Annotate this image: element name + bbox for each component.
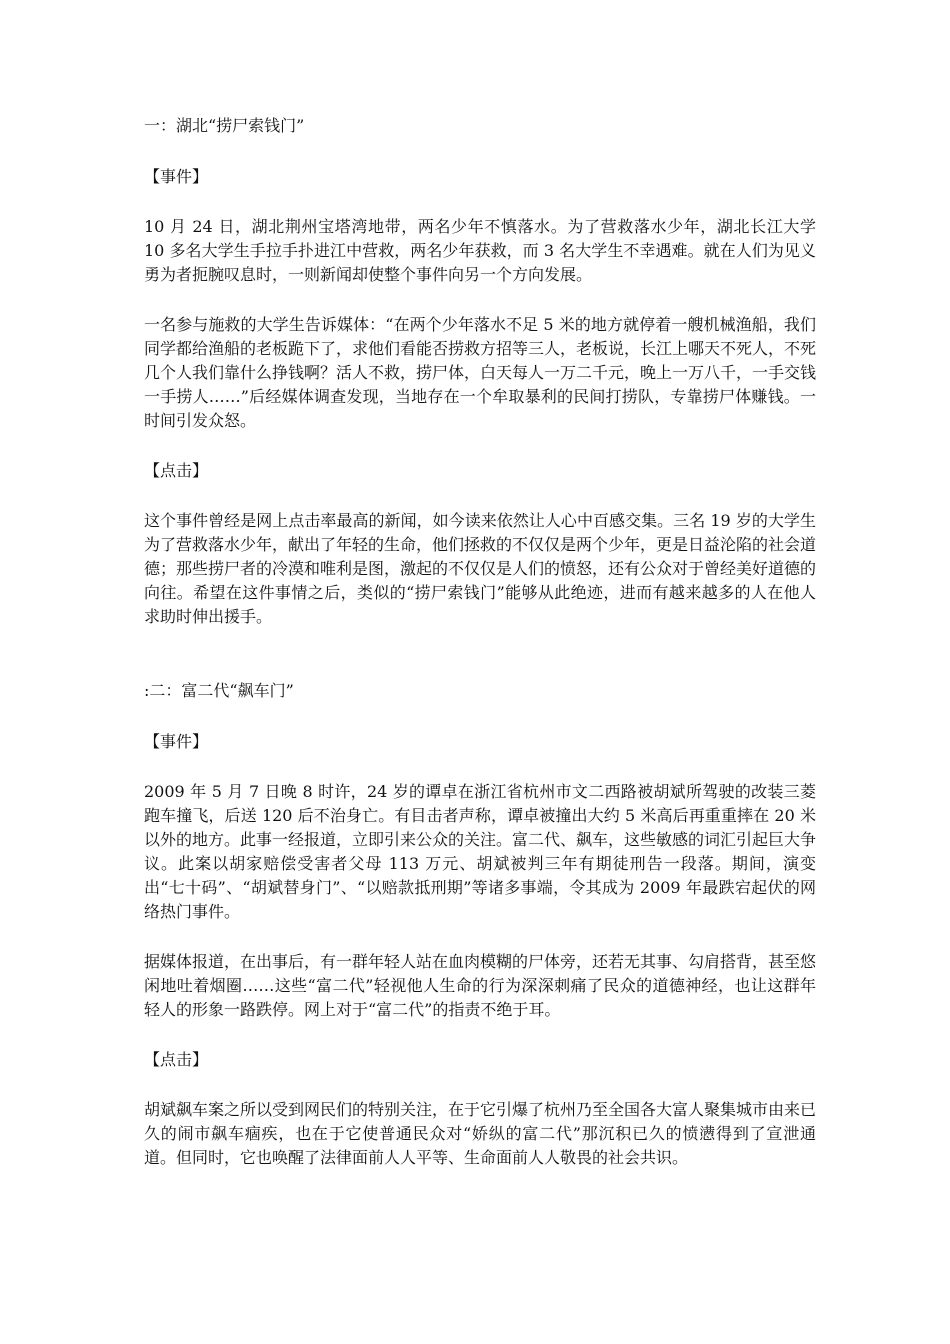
- comment-label: 【点击】: [144, 1050, 209, 1069]
- event-label: 【事件】: [144, 167, 209, 186]
- event-paragraph: 一名参与施救的大学生告诉媒体：“在两个少年落水不足 5 米的地方就停着一艘机械渔船，我们同学都给渔船的老板跪下了，求他们看能否捞救方招等三人，老板说，长江上哪天不死人，不死几个人我们靠什么挣钱啊？活人不救，捞尸体，白天每人一万二千元，晚上一万八千，一手交钱一手捞人……”后经媒体调查发现，当地存在一个牟取暴利的民间打捞队，专靠捞尸体赚钱。一时间引发众怒。: [144, 315, 817, 430]
- event-paragraph: 10 月 24 日，湖北荆州宝塔湾地带，两名少年不慎落水。为了营救落水少年，湖北长江大学 10 多名大学生手拉手扑进江中营救，两名少年获救，而 3 名大学生不幸遇难。就在人们为见义勇为者扼腕叹息时，一则新闻却使整个事件向另一个方向发展。: [144, 217, 816, 284]
- section-hubei: [144, 114, 816, 629]
- section-spacer: [144, 655, 816, 679]
- section-title: 一：湖北“捞尸索钱门”: [144, 116, 305, 135]
- event-label: 【事件】: [144, 732, 209, 751]
- section-title: :二：富二代“飙车门”: [144, 681, 294, 700]
- comment-paragraph: 这个事件曾经是网上点击率最高的新闻，如今读来依然让人心中百感交集。三名 19 岁的大学生为了营救落水少年，献出了年轻的生命，他们拯救的不仅仅是两个少年，更是日益沦陷的社会道德；那些捞尸者的冷漠和唯利是图，激起的不仅仅是人们的愤怒，还有公众对于曾经美好道德的向往。希望在这件事情之后，类似的“捞尸索钱门”能够从此绝迹，进而有越来越多的人在他人求助时伸出援手。: [144, 511, 817, 626]
- document-body: [144, 114, 816, 1196]
- section-rich-second-gen: [144, 679, 816, 1170]
- event-paragraph: 据媒体报道，在出事后，有一群年轻人站在血肉模糊的尸体旁，还若无其事、勾肩搭背，甚至悠闲地吐着烟圈……这些“富二代”轻视他人生命的行为深深刺痛了民众的道德神经，也让这群年轻人的形象一路跌停。网上对于“富二代”的指责不绝于耳。: [144, 952, 817, 1019]
- comment-label: 【点击】: [144, 461, 209, 480]
- comment-paragraph: 胡斌飙车案之所以受到网民们的特别关注，在于它引爆了杭州乃至全国各大富人聚集城市由来已久的闹市飙车痼疾，也在于它使普通民众对“娇纵的富二代”那沉积已久的愤懑得到了宣泄通道。但同时，它也唤醒了法律面前人人平等、生命面前人人敬畏的社会共识。: [144, 1100, 817, 1167]
- event-paragraph: 2009 年 5 月 7 日晚 8 时许，24 岁的谭卓在浙江省杭州市文二西路被胡斌所驾驶的改装三菱跑车撞飞，后送 120 后不治身亡。有目击者声称，谭卓被撞出大约 5 米高后再重重摔在 20 米以外的地方。此事一经报道，立即引来公众的关注。富二代、飙车，这些敏感的词汇引起巨大争议。此案以胡家赔偿受害者父母 113 万元、胡斌被判三年有期徒刑告一段落。期间，演变出“七十码”、“胡斌替身门”、“以赔款抵刑期”等诸多事端，令其成为 2009 年最跌宕起伏的网络热门事件。: [144, 782, 817, 921]
